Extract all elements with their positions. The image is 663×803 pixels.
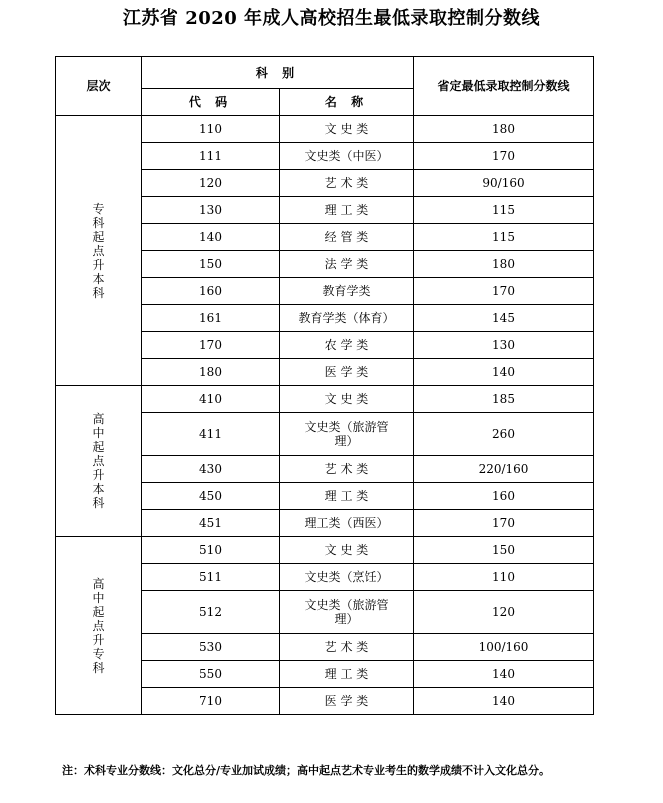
name-cell: 艺 术 类 <box>280 170 414 197</box>
score-cell: 145 <box>414 305 594 332</box>
name-cell: 医 学 类 <box>280 359 414 386</box>
code-cell: 161 <box>142 305 280 332</box>
table-body <box>56 116 594 715</box>
header-name: 名 称 <box>280 89 414 116</box>
score-cell: 110 <box>414 564 594 591</box>
name-cell: 文史类（中医） <box>280 143 414 170</box>
score-cell: 180 <box>414 251 594 278</box>
page-title: 江苏省 2020 年成人高校招生最低录取控制分数线 <box>122 8 541 29</box>
level-cell: 高 中 起 点 升 专 科 <box>56 537 142 715</box>
score-cell: 170 <box>414 143 594 170</box>
score-cell: 160 <box>414 483 594 510</box>
code-cell: 530 <box>142 634 280 661</box>
code-cell: 111 <box>142 143 280 170</box>
score-cell: 140 <box>414 661 594 688</box>
score-cell: 120 <box>414 591 594 634</box>
table-row <box>56 116 594 143</box>
name-cell: 理 工 类 <box>280 483 414 510</box>
score-cell: 220/160 <box>414 456 594 483</box>
code-cell: 110 <box>142 116 280 143</box>
header-code: 代 码 <box>142 89 280 116</box>
name-cell: 农 学 类 <box>280 332 414 359</box>
code-cell: 710 <box>142 688 280 715</box>
code-cell: 120 <box>142 170 280 197</box>
code-cell: 450 <box>142 483 280 510</box>
score-cell: 100/160 <box>414 634 594 661</box>
name-cell: 教育学类（体育） <box>280 305 414 332</box>
score-table <box>55 56 594 715</box>
code-cell: 430 <box>142 456 280 483</box>
name-cell: 文 史 类 <box>280 386 414 413</box>
code-cell: 140 <box>142 224 280 251</box>
footnote: 注：术科专业分数线：文化总分/专业加试成绩；高中起点艺术专业考生的数学成绩不计入文化总分。 <box>62 764 551 777</box>
name-cell: 文史类（旅游管 理） <box>280 413 414 456</box>
name-cell: 理 工 类 <box>280 197 414 224</box>
score-cell: 140 <box>414 359 594 386</box>
score-cell: 140 <box>414 688 594 715</box>
score-cell: 185 <box>414 386 594 413</box>
table-row <box>56 537 594 564</box>
code-cell: 511 <box>142 564 280 591</box>
code-cell: 550 <box>142 661 280 688</box>
score-cell: 260 <box>414 413 594 456</box>
code-cell: 150 <box>142 251 280 278</box>
header-score: 省定最低录取控制分数线 <box>414 57 594 116</box>
code-cell: 411 <box>142 413 280 456</box>
name-cell: 艺 术 类 <box>280 456 414 483</box>
name-cell: 经 管 类 <box>280 224 414 251</box>
name-cell: 文 史 类 <box>280 116 414 143</box>
level-cell: 高 中 起 点 升 本 科 <box>56 386 142 537</box>
header-category: 科 别 <box>142 57 414 89</box>
header-level: 层次 <box>56 57 142 116</box>
name-cell: 教育学类 <box>280 278 414 305</box>
code-cell: 451 <box>142 510 280 537</box>
name-cell: 理工类（西医） <box>280 510 414 537</box>
level-cell: 专 科 起 点 升 本 科 <box>56 116 142 386</box>
code-cell: 130 <box>142 197 280 224</box>
name-cell: 文史类（旅游管 理） <box>280 591 414 634</box>
code-cell: 180 <box>142 359 280 386</box>
table-row <box>56 386 594 413</box>
code-cell: 410 <box>142 386 280 413</box>
score-cell: 180 <box>414 116 594 143</box>
score-cell: 130 <box>414 332 594 359</box>
score-cell: 170 <box>414 510 594 537</box>
name-cell: 文 史 类 <box>280 537 414 564</box>
score-cell: 115 <box>414 197 594 224</box>
code-cell: 512 <box>142 591 280 634</box>
code-cell: 510 <box>142 537 280 564</box>
code-cell: 160 <box>142 278 280 305</box>
name-cell: 理 工 类 <box>280 661 414 688</box>
score-cell: 150 <box>414 537 594 564</box>
score-cell: 90/160 <box>414 170 594 197</box>
score-cell: 170 <box>414 278 594 305</box>
score-cell: 115 <box>414 224 594 251</box>
name-cell: 文史类（烹饪） <box>280 564 414 591</box>
name-cell: 医 学 类 <box>280 688 414 715</box>
name-cell: 艺 术 类 <box>280 634 414 661</box>
code-cell: 170 <box>142 332 280 359</box>
name-cell: 法 学 类 <box>280 251 414 278</box>
